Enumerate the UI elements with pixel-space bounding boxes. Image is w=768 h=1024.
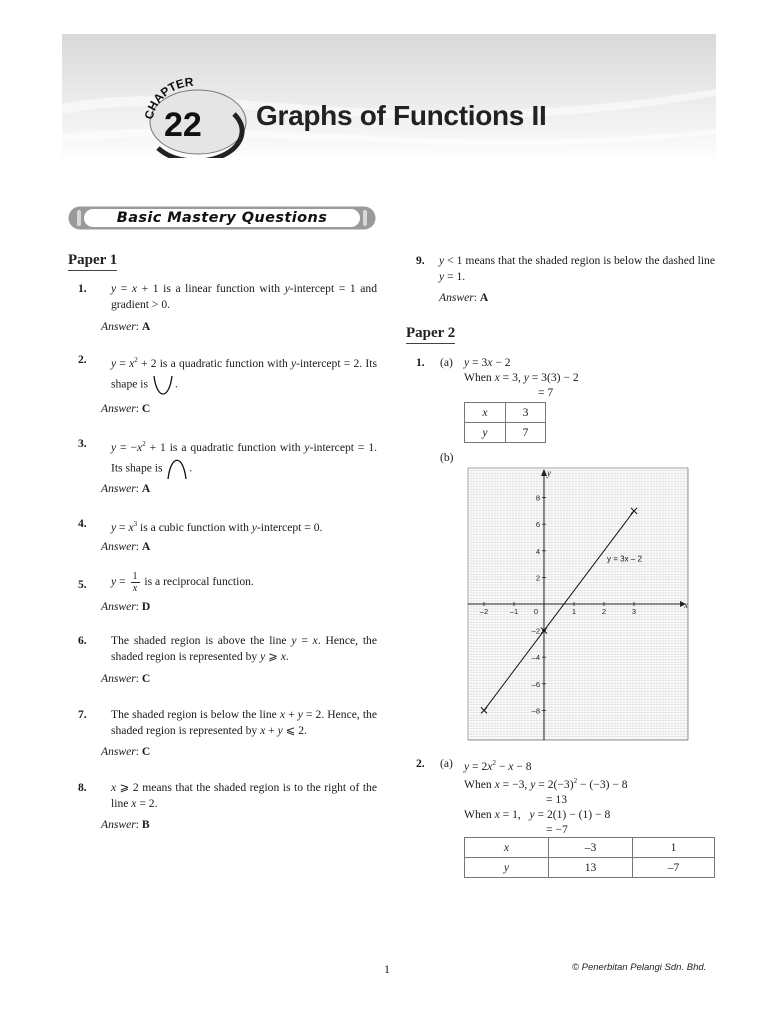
p2-q2-value-table [464,837,715,878]
answer-6: Answer: C [101,672,151,685]
p2-q2-working: $y = 2x^2 - x - 8$ When x = −3, $y = 2(-3)^2 - (-3) - 8$ = 13 When x = 1, y = 2(1) − (1) − 8 = −7 [464,759,628,836]
question-text: y = $\frac{1}{x}$ is a reciprocal function. [111,571,254,594]
answer-9: Answer: A [439,291,489,304]
p2-q1-part-b-label: (b) [440,451,454,464]
y-axis-label: y [547,468,551,478]
question-number: 7. [78,708,87,721]
question-text: y < 1 means that the shaded region is below the dashed line y = 1. [439,254,715,283]
u-shape-icon [151,374,175,396]
question-number: 8. [78,781,87,794]
x-tick-label: 3 [631,607,637,616]
paper-1-heading: Paper 1 [68,252,117,271]
question-text: $y = x^3$ is a cubic function with y-intercept = 0. [111,520,323,534]
question-number: 1. [78,282,87,295]
question-number: 2. [78,353,87,366]
chapter-badge [138,74,248,158]
answer-1: Answer: A [101,320,151,333]
graph-y-equals-3x-minus-2 [466,466,690,742]
fraction-1-over-x: $\frac{1}{x}$ [132,571,138,594]
answer-2: Answer: C [101,402,151,415]
question-number: 9. [416,254,425,267]
x-axis-label: x [684,600,688,610]
table-x-label: x [503,841,510,854]
table-x-label: x [482,406,488,419]
chapter-label: CHAPTER [141,74,195,121]
chapter-title: Graphs of Functions II [256,100,547,131]
x-tick-label: –1 [509,607,519,616]
x-tick-label: 1 [571,607,577,616]
answer-5: Answer: D [101,600,151,613]
answer-8: Answer: B [101,818,150,831]
x-tick-label: –2 [479,607,489,616]
question-text: x ⩾ 2 means that the shaded region is to the right of the line x = 2. [111,781,377,810]
question-text: The shaded region is above the line y = x. Hence, the shaded region is represented by y ⩾ x. [111,634,377,663]
y-tick-label: –6 [531,679,540,689]
question-text: $y = -x^2 + 1$ is a quadratic function with y-intercept = 1. Its shape is . [111,434,377,480]
chapter-number: 22 [164,106,202,144]
question-number: 5. [78,578,87,591]
question-text: $y = x^2 + 2$ is a quadratic function with y-intercept = 2. Its shape is . [111,350,377,396]
table-y-label: y [503,861,510,874]
table-y-value: –7 [633,858,715,878]
table-y-label: y [482,426,488,439]
p2-q2-part-a-label: (a) [440,757,453,770]
x-tick-label: 0 [533,607,539,616]
section-title: Basic Mastery Questions [116,210,328,226]
table-y-value: 7 [506,423,546,443]
y-tick-label: 2 [535,573,540,583]
y-tick-label: –8 [531,706,540,716]
question-number: 3. [78,437,87,450]
p2-q1-part-a-label: (a) [440,356,453,369]
publisher-credit: © Penerbitan Pelangi Sdn. Bhd. [572,962,707,973]
answer-7: Answer: C [101,745,151,758]
paper-2-heading: Paper 2 [406,325,455,344]
x-tick-label: 2 [601,607,607,616]
table-x-value: 3 [506,403,546,423]
p2-q1-working: y = 3x − 2 When x = 3, y = 3(3) − 2 = 7 [464,356,579,399]
question-text: The shaded region is below the line x + y = 2. Hence, the shaded region is represented by x + y ⩽ 2. [111,708,378,737]
question-number: 4. [78,517,87,530]
question-number: 6. [78,634,87,647]
n-shape-icon [165,458,189,480]
p2-q1-value-table [464,402,546,443]
y-tick-label: 4 [535,546,540,556]
table-y-value: 13 [549,858,633,878]
series-label: y = 3x – 2 [607,554,642,564]
answer-4: Answer: A [101,540,151,553]
table-x-value: 1 [633,838,715,858]
question-text: y = x + 1 is a linear function with y-intercept = 1 and gradient > 0. [111,282,378,311]
answer-3: Answer: A [101,482,151,495]
y-tick-label: 8 [535,493,540,503]
y-tick-label: –2 [531,626,540,636]
table-x-value: –3 [549,838,633,858]
y-tick-label: –4 [531,653,540,663]
y-tick-label: 6 [535,520,540,530]
page-number: 1 [384,962,390,976]
